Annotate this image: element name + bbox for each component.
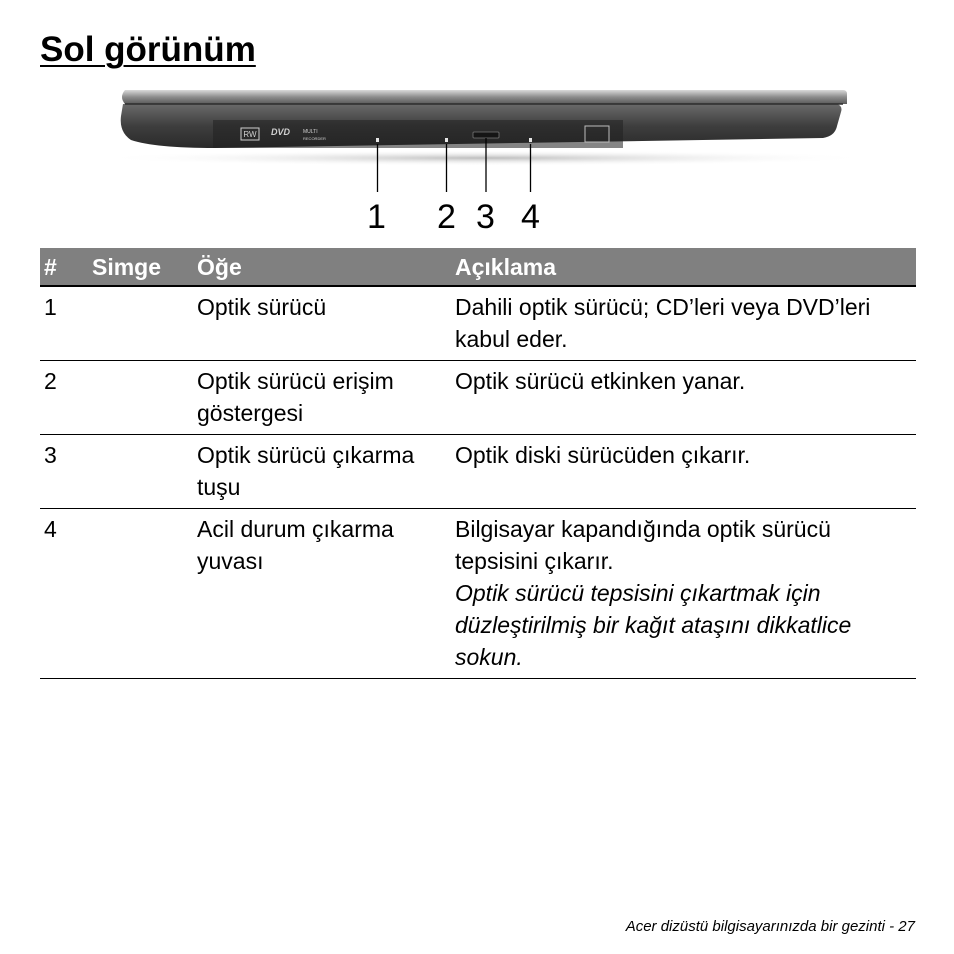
callout-2: 2 xyxy=(437,198,456,236)
table-row xyxy=(40,435,916,509)
row-item: Optik sürücü çıkarma tuşu xyxy=(193,435,451,509)
row-icon xyxy=(88,509,193,679)
row-note: Optik sürücü tepsisini çıkartmak için düzleştirilmiş bir kağıt ataşını dikkatlice sokun. xyxy=(455,580,852,670)
header-item: Öğe xyxy=(193,248,451,286)
callout-3: 3 xyxy=(476,198,495,236)
svg-text:MULTI: MULTI xyxy=(303,129,318,135)
row-item: Acil durum çıkarma yuvası xyxy=(193,509,451,679)
table-row xyxy=(40,286,916,361)
header-description: Açıklama xyxy=(451,248,916,286)
page-footer: Acer dizüstü bilgisayarınızda bir gezinti - 27 xyxy=(625,918,915,935)
drive-access-indicator xyxy=(445,138,448,142)
row-description: Optik sürücü etkinken yanar. xyxy=(451,361,916,435)
row-number: 3 xyxy=(40,435,88,509)
left-view-table xyxy=(40,248,916,679)
eject-button xyxy=(473,132,499,138)
header-icon: Simge xyxy=(88,248,193,286)
header-number: # xyxy=(40,248,88,286)
row-description: Dahili optik sürücü; CD’leri veya DVD’leri kabul eder. xyxy=(451,286,916,361)
row-description: Optik diski sürücüden çıkarır. xyxy=(451,435,916,509)
laptop-lid xyxy=(122,90,847,104)
table-row xyxy=(40,509,916,679)
row-icon xyxy=(88,435,193,509)
row-number: 2 xyxy=(40,361,88,435)
svg-text:RW: RW xyxy=(243,130,257,139)
row-number: 4 xyxy=(40,509,88,679)
dvd-logo: DVD xyxy=(271,127,291,137)
emergency-eject-hole xyxy=(529,138,532,142)
svg-text:RECORDER: RECORDER xyxy=(303,136,326,141)
row-number: 1 xyxy=(40,286,88,361)
page-title: Sol görünüm xyxy=(40,30,256,69)
table-header-row xyxy=(40,248,916,286)
row-item: Optik sürücü xyxy=(193,286,451,361)
row-description: Bilgisayar kapandığında optik sürücü tepsisini çıkarır. Optik sürücü tepsisini çıkartmak için düzleştirilmiş bir kağıt ataşını dikkatlice sokun. xyxy=(451,509,916,679)
row-icon xyxy=(88,361,193,435)
callout-4: 4 xyxy=(521,198,540,236)
laptop-left-side-illustration xyxy=(95,82,875,192)
row-icon xyxy=(88,286,193,361)
optical-drive-marker xyxy=(376,138,379,142)
table-row xyxy=(40,361,916,435)
callout-1: 1 xyxy=(367,198,386,236)
row-item: Optik sürücü erişim göstergesi xyxy=(193,361,451,435)
